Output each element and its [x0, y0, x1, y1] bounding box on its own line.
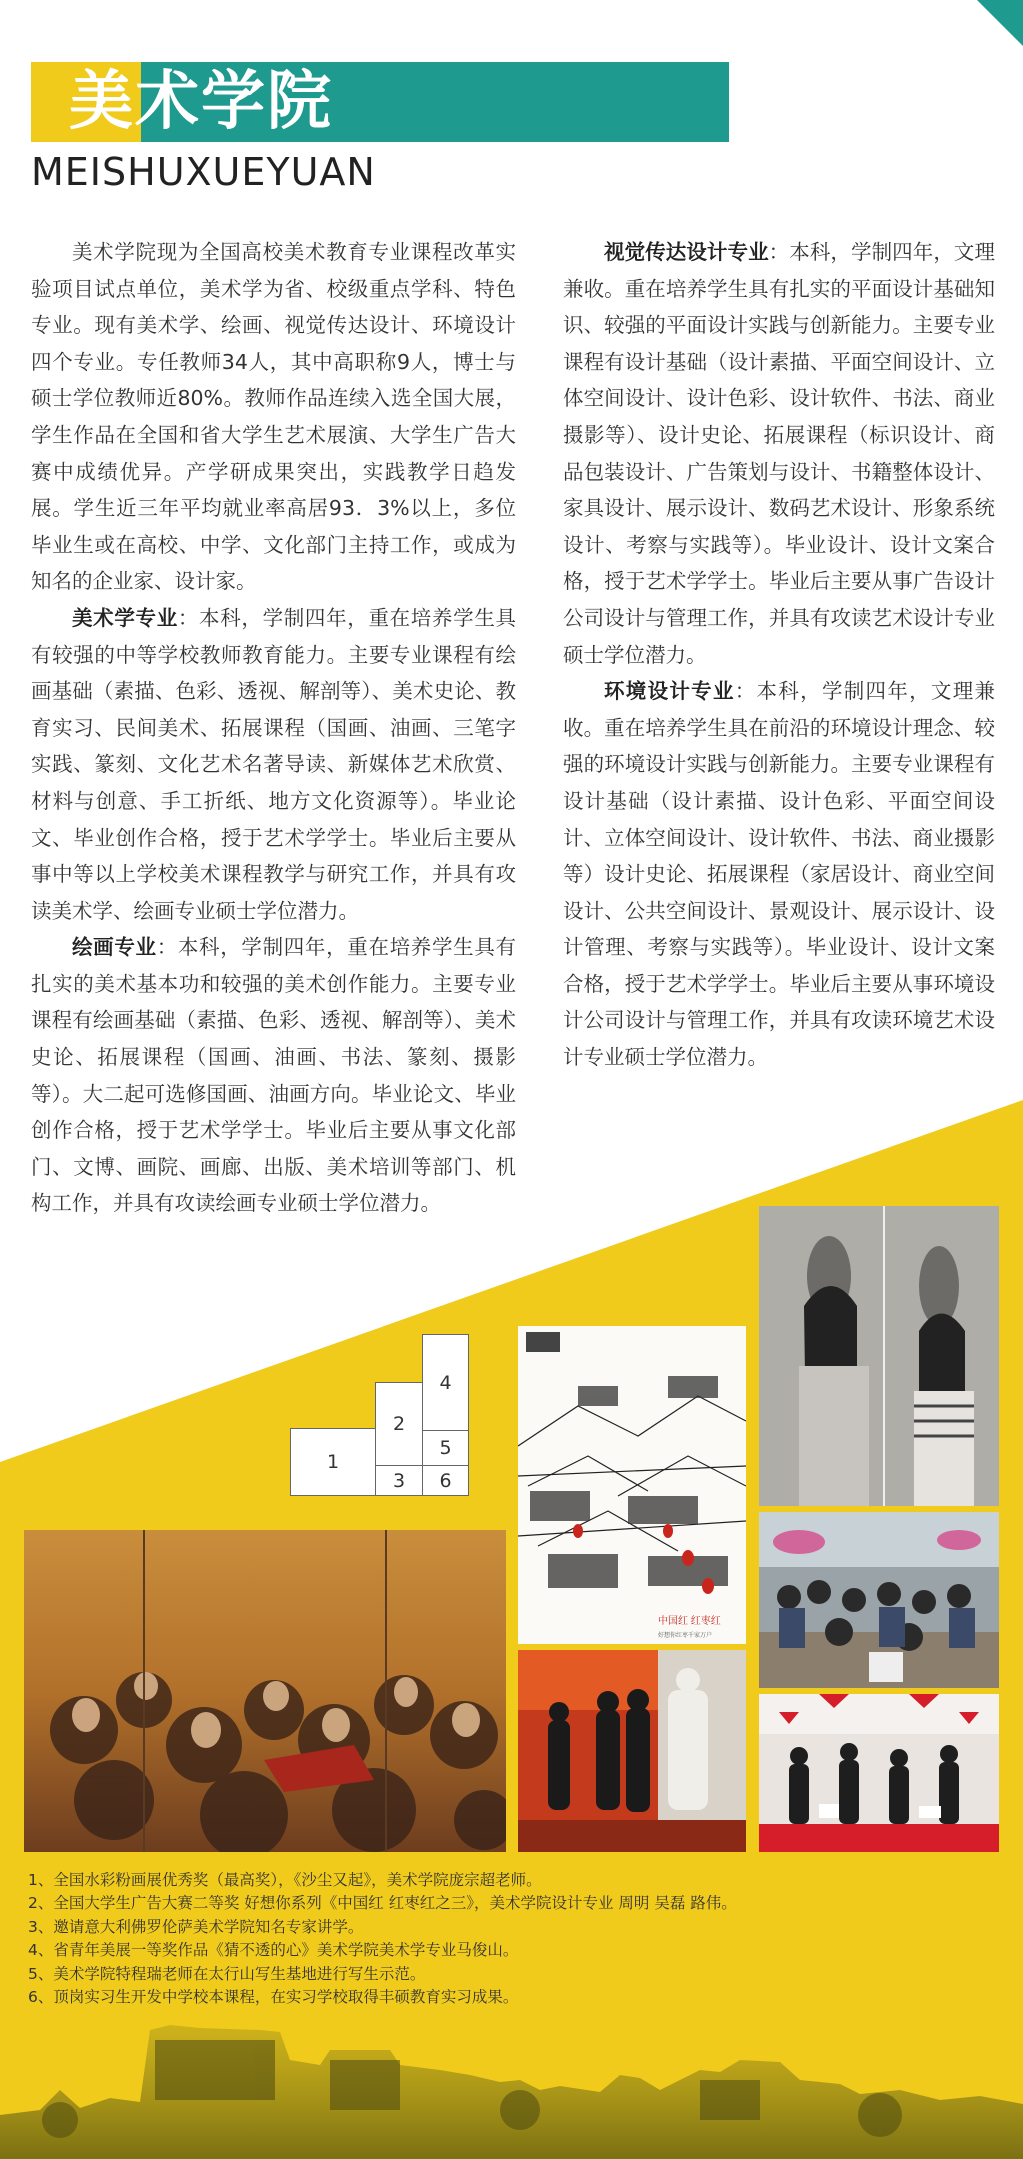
- caption-2: 2、全国大学生广告大赛二等奖 好想你系列《中国红 红枣红之三》，美术学院设计专业 周明 吴磊 路伟。: [28, 1894, 737, 1913]
- right-column: [563, 234, 995, 1076]
- page-title: 美术学院: [69, 65, 333, 139]
- major-paragraph-environment-design: [563, 673, 995, 1076]
- major-name: 绘画专业: [72, 935, 157, 960]
- major-name: 环境设计专业: [604, 679, 735, 704]
- poster-headline: 中国红 红枣红: [658, 1616, 721, 1627]
- corner-accent: [977, 0, 1023, 46]
- major-text: ：本科，学制四年，文理兼收。重在培养学生具在前沿的环境设计理念、较强的环境设计实践与创新能力。主要专业课程有设计基础（设计素描、设计色彩、平面空间设计、立体空间设计、设计软件、书法、商业摄影等）设计史论、拓展课程（家居设计、商业空间设计、公共空间设计、景观设计、展示设计、设计管理、考察与实践等）。毕业设计、设计文案合格，授于艺术学学士。毕业后主要从事环境设计公司设计与管理工作，并具有攻读环境艺术设计专业硕士学位潜力。: [563, 679, 996, 1070]
- photo-3-lecture-scene: [518, 1650, 746, 1852]
- caption-4: 4、省青年美展一等奖作品《猜不透的心》美术学院美术学专业马俊山。: [28, 1941, 519, 1960]
- layout-box-3: 3: [375, 1465, 423, 1496]
- caption-5: 5、美术学院特程瑞老师在太行山写生基地进行写生示范。: [28, 1964, 426, 1983]
- photo-captions: [28, 1869, 1008, 2009]
- layout-box-5: 5: [422, 1430, 469, 1466]
- intro-paragraph: 美术学院现为全国高校美术教育专业课程改革实验项目试点单位，美术学为省、校级重点学科、特色专业。现有美术学、绘画、视觉传达设计、环境设计四个专业。专任教师34人，其中高职称9人，博士与硕士学位教师近80%。教师作品连续入选全国大展，学生作品在全国和省大学生艺术展演、大学生广告大赛中成绩优异。产学研成果突出，实践教学日趋发展。学生近三年平均就业率高居93．3%以上，多位毕业生或在高校、中学、文化部门主持工作，或成为知名的企业家、设计家。: [31, 240, 516, 594]
- caption-6: 6、顶岗实习生开发中学校本课程，在实习学校取得丰硕教育实习成果。: [28, 1988, 519, 2007]
- major-paragraph-fine-arts: [31, 600, 516, 929]
- photo-2-ink-drawing-poster: [518, 1326, 746, 1644]
- left-column: [31, 234, 516, 1222]
- caption-1: 1、全国水彩粉画展优秀奖（最高奖），《沙尘又起》，美术学院庞宗超老师。: [28, 1871, 542, 1889]
- title-banner: [31, 62, 729, 142]
- layout-box-6: 6: [422, 1465, 469, 1496]
- photo-4-portrait-painting: [759, 1206, 999, 1506]
- layout-box-2: 2: [375, 1382, 423, 1466]
- photo-5-outdoor-sketching: [759, 1512, 999, 1688]
- caption-3: 3、邀请意大利佛罗伦萨美术学院知名专家讲学。: [28, 1917, 364, 1936]
- major-name: 美术学专业: [72, 605, 178, 630]
- photo-6-school-event: [759, 1694, 999, 1852]
- major-paragraph-painting: [31, 929, 516, 1222]
- layout-box-4: 4: [422, 1334, 469, 1431]
- major-paragraph-visual-design: [563, 234, 995, 673]
- page-subtitle: MEISHUXUEYUAN: [31, 150, 376, 194]
- campus-silhouette-footer: [0, 2020, 1023, 2159]
- major-text: ：本科，学制四年，重在培养学生具有扎实的美术基本功和较强的美术创作能力。主要专业课程有绘画基础（素描、色彩、透视、解剖等）、美术史论、拓展课程（国画、油画、书法、篆刻、摄影等）。大二起可选修国画、油画方向。毕业论文、毕业创作合格，授于艺术学学士。毕业后主要从事文化部门、文博、画院、画廊、出版、美术培训等部门、机构工作，并具有攻读绘画专业硕士学位潜力。: [31, 935, 517, 1216]
- layout-box-1: 1: [290, 1428, 376, 1496]
- major-name: 视觉传达设计专业: [604, 240, 769, 264]
- major-text: ：本科，学制四年，文理兼收。重在培养学生具有扎实的平面设计基础知识、较强的平面设计实践与创新能力。主要专业课程有设计基础（设计素描、平面空间设计、立体空间设计、设计色彩、设计软件、书法、商业摄影等）、设计史论、拓展课程（标识设计、商品包装设计、广告策划与设计、书籍整体设计、家具设计、展示设计、数码艺术设计、形象系统设计、考察与实践等）。毕业设计、设计文案合格，授于艺术学学士。毕业后主要从事广告设计公司设计与管理工作，并具有攻读艺术设计专业硕士学位潜力。: [563, 240, 996, 667]
- major-text: ：本科，学制四年，重在培养学生具有较强的中等学校教师教育能力。主要专业课程有绘画基础（素描、色彩、透视、解剖等）、美术史论、教育实习、民间美术、拓展课程（国画、油画、三笔字实践、篆刻、文化艺术名著导读、新媒体艺术欣赏、材料与创意、手工折纸、地方文化资源等）。毕业论文、毕业创作合格，授于艺术学学士。毕业后主要从事中等以上学校美术课程教学与研究工作，并具有攻读美术学、绘画专业硕士学位潜力。: [31, 605, 516, 923]
- poster-subline: 好想你红枣千家万户: [658, 1633, 713, 1639]
- photo-1-painting-triptych: [24, 1530, 506, 1852]
